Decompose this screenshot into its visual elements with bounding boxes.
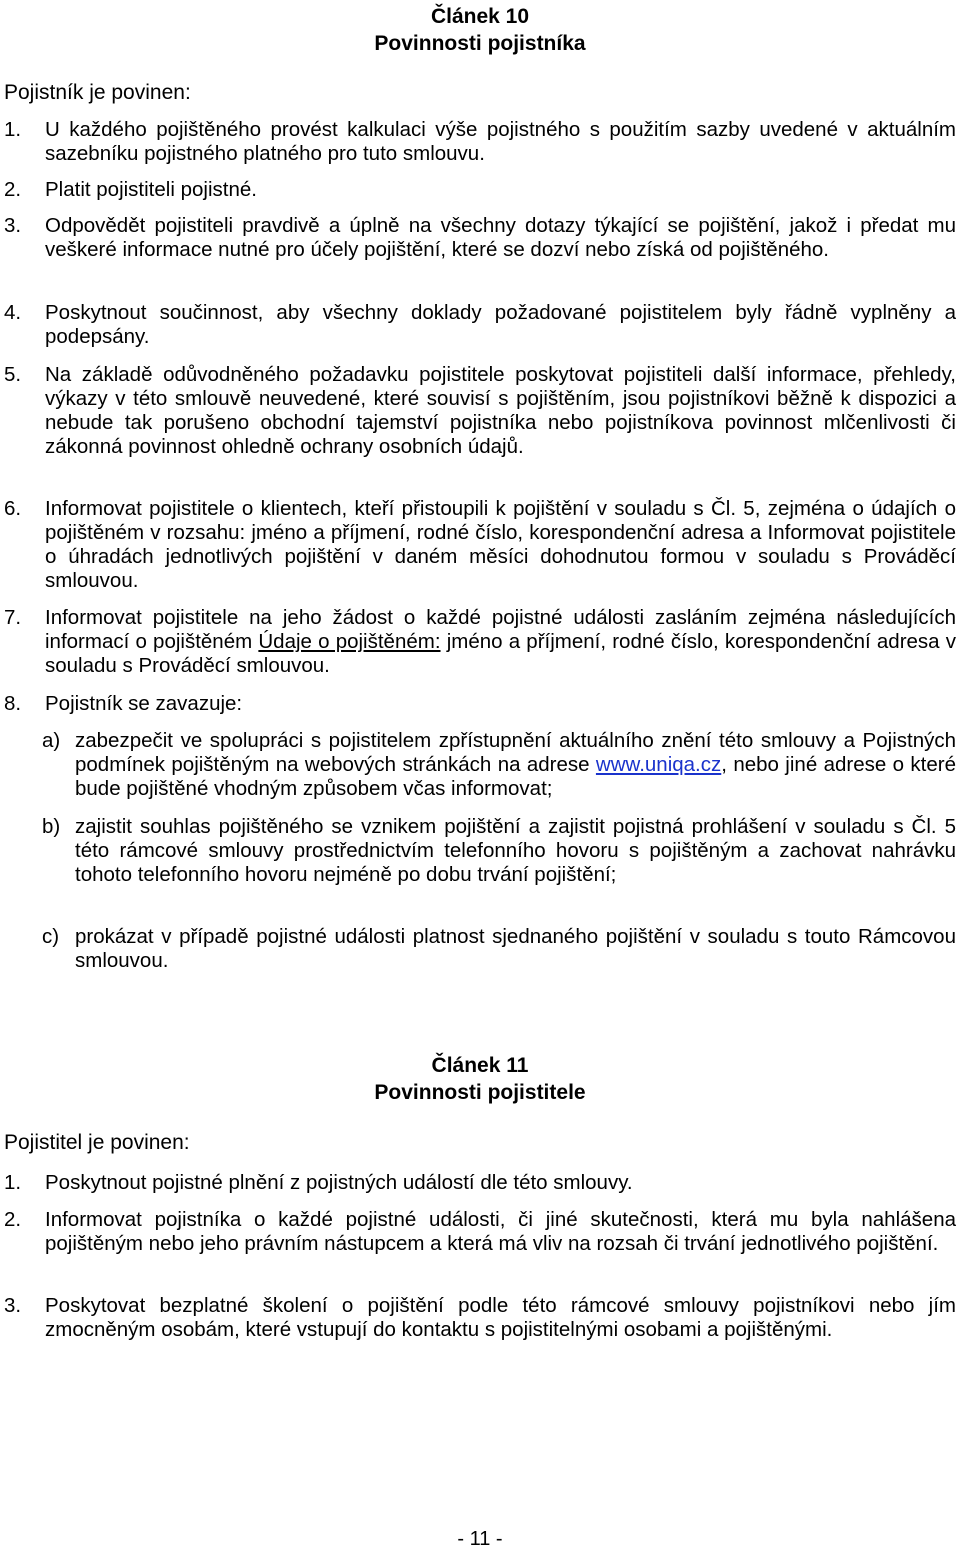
subitem-letter: b) (42, 815, 61, 838)
item-text: Na základě odůvodněného požadavku pojistitele poskytovat pojistiteli další informace, přehledy, výkazy v této smlouvě neuvedené, které souvisí s pojištěním, jsou pojistníkovi běžně k dispozici a nebude tak porušeno obchodní tajemství pojistníka nebo pojistníkova povinnost mlčenlivosti či zákonná povinnost ohledně ochrany osobních údajů. (45, 363, 956, 458)
subitem-text: zajistit souhlas pojištěného se vznikem pojištění a zajistit pojistná prohlášení v souladu s Čl. 5 této rámcové smlouvy prostřednictvím telefonního hovoru s pojištěným a zachovat nahrávku tohoto telefonního hovoru nejméně po dobu trvání pojištění; (75, 815, 956, 886)
subitem-text (75, 729, 956, 801)
article-11-item-2 (4, 1208, 956, 1256)
article-11-item-3 (4, 1294, 956, 1342)
item-text: Informovat pojistníka o každé pojistné události, či jiné skutečnosti, která mu byla nahlášena pojištěným nebo jeho právním nástupcem a která má vliv na rozsah či trvání jednotlivého pojištění. (45, 1208, 956, 1255)
subitem-letter: a) (42, 729, 61, 752)
article-10-item-8 (4, 692, 956, 716)
item-text: Platit pojistiteli pojistné. (45, 178, 257, 201)
article-11-item-1 (4, 1171, 956, 1195)
subitem-text-part: zabezpečit ve spolupráci s pojistitelem zpřístupnění aktuálního znění této smlouvy a Pojistných podmínek pojištěným na webových stránkách na adrese (75, 729, 956, 776)
article-10-item-3 (4, 214, 956, 262)
article-11-subtitle: Povinnosti pojistitele (374, 1081, 586, 1104)
subitem-text-part: , nebo jiné adrese o které bude pojištěné vhodným způsobem včas informovat; (75, 753, 956, 800)
item-text: Pojistník se zavazuje: (45, 692, 243, 715)
item-text (45, 606, 956, 678)
item-number: 1. (4, 118, 22, 141)
item-number: 2. (4, 1208, 22, 1231)
item-text: Poskytovat bezplatné školení o pojištění podle této rámcové smlouvy pojistníkovi nebo jím zmocněným osobám, které vstupují do kontaktu s pojistitelnými osobami a pojištěnými. (45, 1294, 956, 1341)
item-number: 4. (4, 301, 22, 324)
item-number: 3. (4, 1294, 22, 1317)
subitem-text: prokázat v případě pojistné události platnost sjednaného pojištění v souladu s touto Rámcovou smlouvou. (75, 925, 956, 972)
item-number: 8. (4, 692, 22, 715)
article-10-subitem-c (42, 925, 956, 973)
article-10-intro: Pojistník je povinen: (4, 81, 191, 104)
article-11-intro: Pojistitel je povinen: (4, 1131, 190, 1154)
article-10-heading (0, 3, 960, 57)
item-text-part: jméno a příjmení, rodné číslo, korespondenční adresa v souladu s Prováděcí smlouvou. (45, 630, 957, 677)
article-10-item-5 (4, 363, 956, 459)
item-text: U každého pojištěného provést kalkulaci výše pojistného s použitím sazby uvedené v aktuálním sazebníku pojistného platného pro tuto smlouvu. (45, 118, 956, 165)
item-number: 6. (4, 497, 22, 520)
article-10-title: Článek 10 (430, 5, 530, 28)
item-text-part: Informovat pojistitele na jeho žádost o každé pojistné události zasláním zejména následujících informací o pojištěném (45, 606, 956, 653)
page-number: - 11 - (457, 1528, 503, 1550)
item-text: Odpovědět pojistiteli pravdivě a úplně na všechny dotazy týkající se pojištění, jakož i předat mu veškeré informace nutné pro účely pojištění, které se dozví nebo získá od pojištěného. (45, 214, 956, 261)
article-11-title: Článek 11 (431, 1054, 529, 1077)
item-number: 7. (4, 606, 22, 629)
article-10-subitem-b (42, 815, 956, 887)
item-number: 3. (4, 214, 22, 237)
underlined-term: Údaje o pojištěném: (258, 630, 441, 653)
article-10-item-6 (4, 497, 956, 593)
website-link[interactable]: www.uniqa.cz (595, 753, 722, 776)
article-10-item-1 (4, 118, 956, 166)
subitem-letter: c) (42, 925, 60, 948)
item-text: Poskytnout pojistné plnění z pojistných událostí dle této smlouvy. (45, 1171, 633, 1194)
item-text: Informovat pojistitele o klientech, kteří přistoupili k pojištění v souladu s Čl. 5, zejména o údajích o pojištěném v rozsahu: jméno a příjmení, rodné číslo, korespondenční adresa a Informovat pojistitele o úhradách jednotlivých pojištění v daném měsíci dohodnutou formou v souladu s Prováděcí smlouvou. (45, 497, 956, 592)
article-10-subtitle: Povinnosti pojistníka (374, 32, 586, 55)
article-10-item-7 (4, 606, 956, 678)
item-text: Poskytnout součinnost, aby všechny doklady požadované pojistitelem byly řádně vyplněny a podepsány. (45, 301, 956, 348)
item-number: 1. (4, 1171, 22, 1194)
article-10-subitem-a (42, 729, 956, 801)
item-number: 5. (4, 363, 22, 386)
article-10-item-2 (4, 178, 956, 202)
article-10-item-4 (4, 301, 956, 349)
article-11-heading (0, 1052, 960, 1106)
item-number: 2. (4, 178, 22, 201)
